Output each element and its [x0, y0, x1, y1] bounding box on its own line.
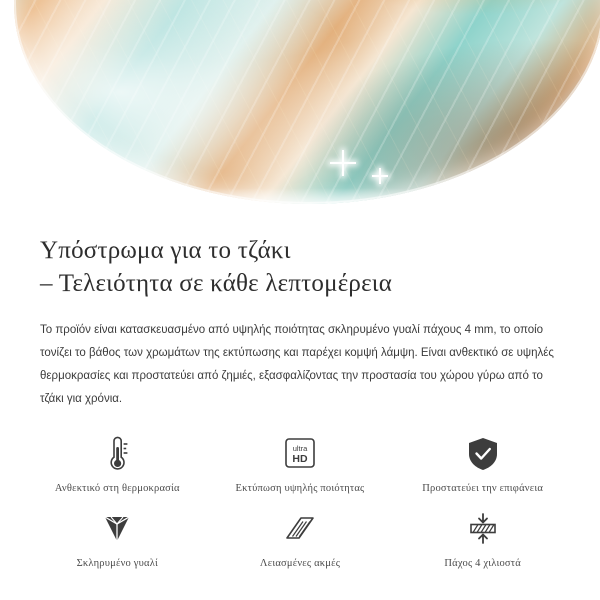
- page-title: [40, 234, 560, 301]
- feature-item-polished-edges: [209, 508, 392, 569]
- shield-check-icon: [464, 433, 502, 475]
- feature-item-thickness: [391, 508, 574, 569]
- feature-item-surface-protection: [391, 433, 574, 494]
- svg-text:HD: HD: [292, 452, 308, 465]
- headline-line-1: Υπόστρωμα για το τζάκι: [40, 237, 291, 264]
- content-section: [0, 212, 600, 569]
- thermometer-icon: [100, 433, 134, 475]
- polished-edges-icon: [281, 508, 319, 550]
- feature-list: [26, 433, 574, 569]
- feature-label: Λειασμένες ακμές: [259, 557, 341, 569]
- hero-image: [0, 0, 600, 212]
- svg-text:ultra: ultra: [292, 443, 308, 453]
- description-text: Το προϊόν είναι κατασκευασμένο από υψηλής ποιότητας σκληρυμένο γυαλί πάχους 4 mm, το οποίο τονίζει το βάθος των χρωμάτων της εκτύπωσης και παρέχει κομψή λάμψη. Είναι ανθεκτικό σε υψηλές θερμοκρασίες και προστατεύει από ζημιές, εξασφαλίζοντας την προστασία του χώρου γύρω από το τζάκι για χρόνια.: [40, 323, 554, 405]
- ultra-hd-icon: [280, 433, 320, 475]
- feature-label: Ανθεκτικό στη θερμοκρασία: [54, 482, 180, 494]
- marble-glass-plate-image: [14, 0, 600, 204]
- feature-item-print-quality: [209, 433, 392, 494]
- thickness-arrows-icon: [463, 508, 503, 550]
- feature-label: Προστατεύει την επιφάνεια: [422, 482, 544, 494]
- feature-item-temperature: [26, 433, 209, 494]
- feature-label: Εκτύπωση υψηλής ποιότητας: [235, 482, 365, 494]
- headline-line-2: – Τελειότητα σε κάθε λεπτομέρεια: [40, 270, 393, 298]
- feature-item-tempered-glass: [26, 508, 209, 569]
- diamond-icon: [97, 508, 137, 550]
- feature-label: Σκληρυμένο γυαλί: [76, 557, 159, 569]
- feature-label: Πάχος 4 χιλιοστά: [444, 557, 521, 569]
